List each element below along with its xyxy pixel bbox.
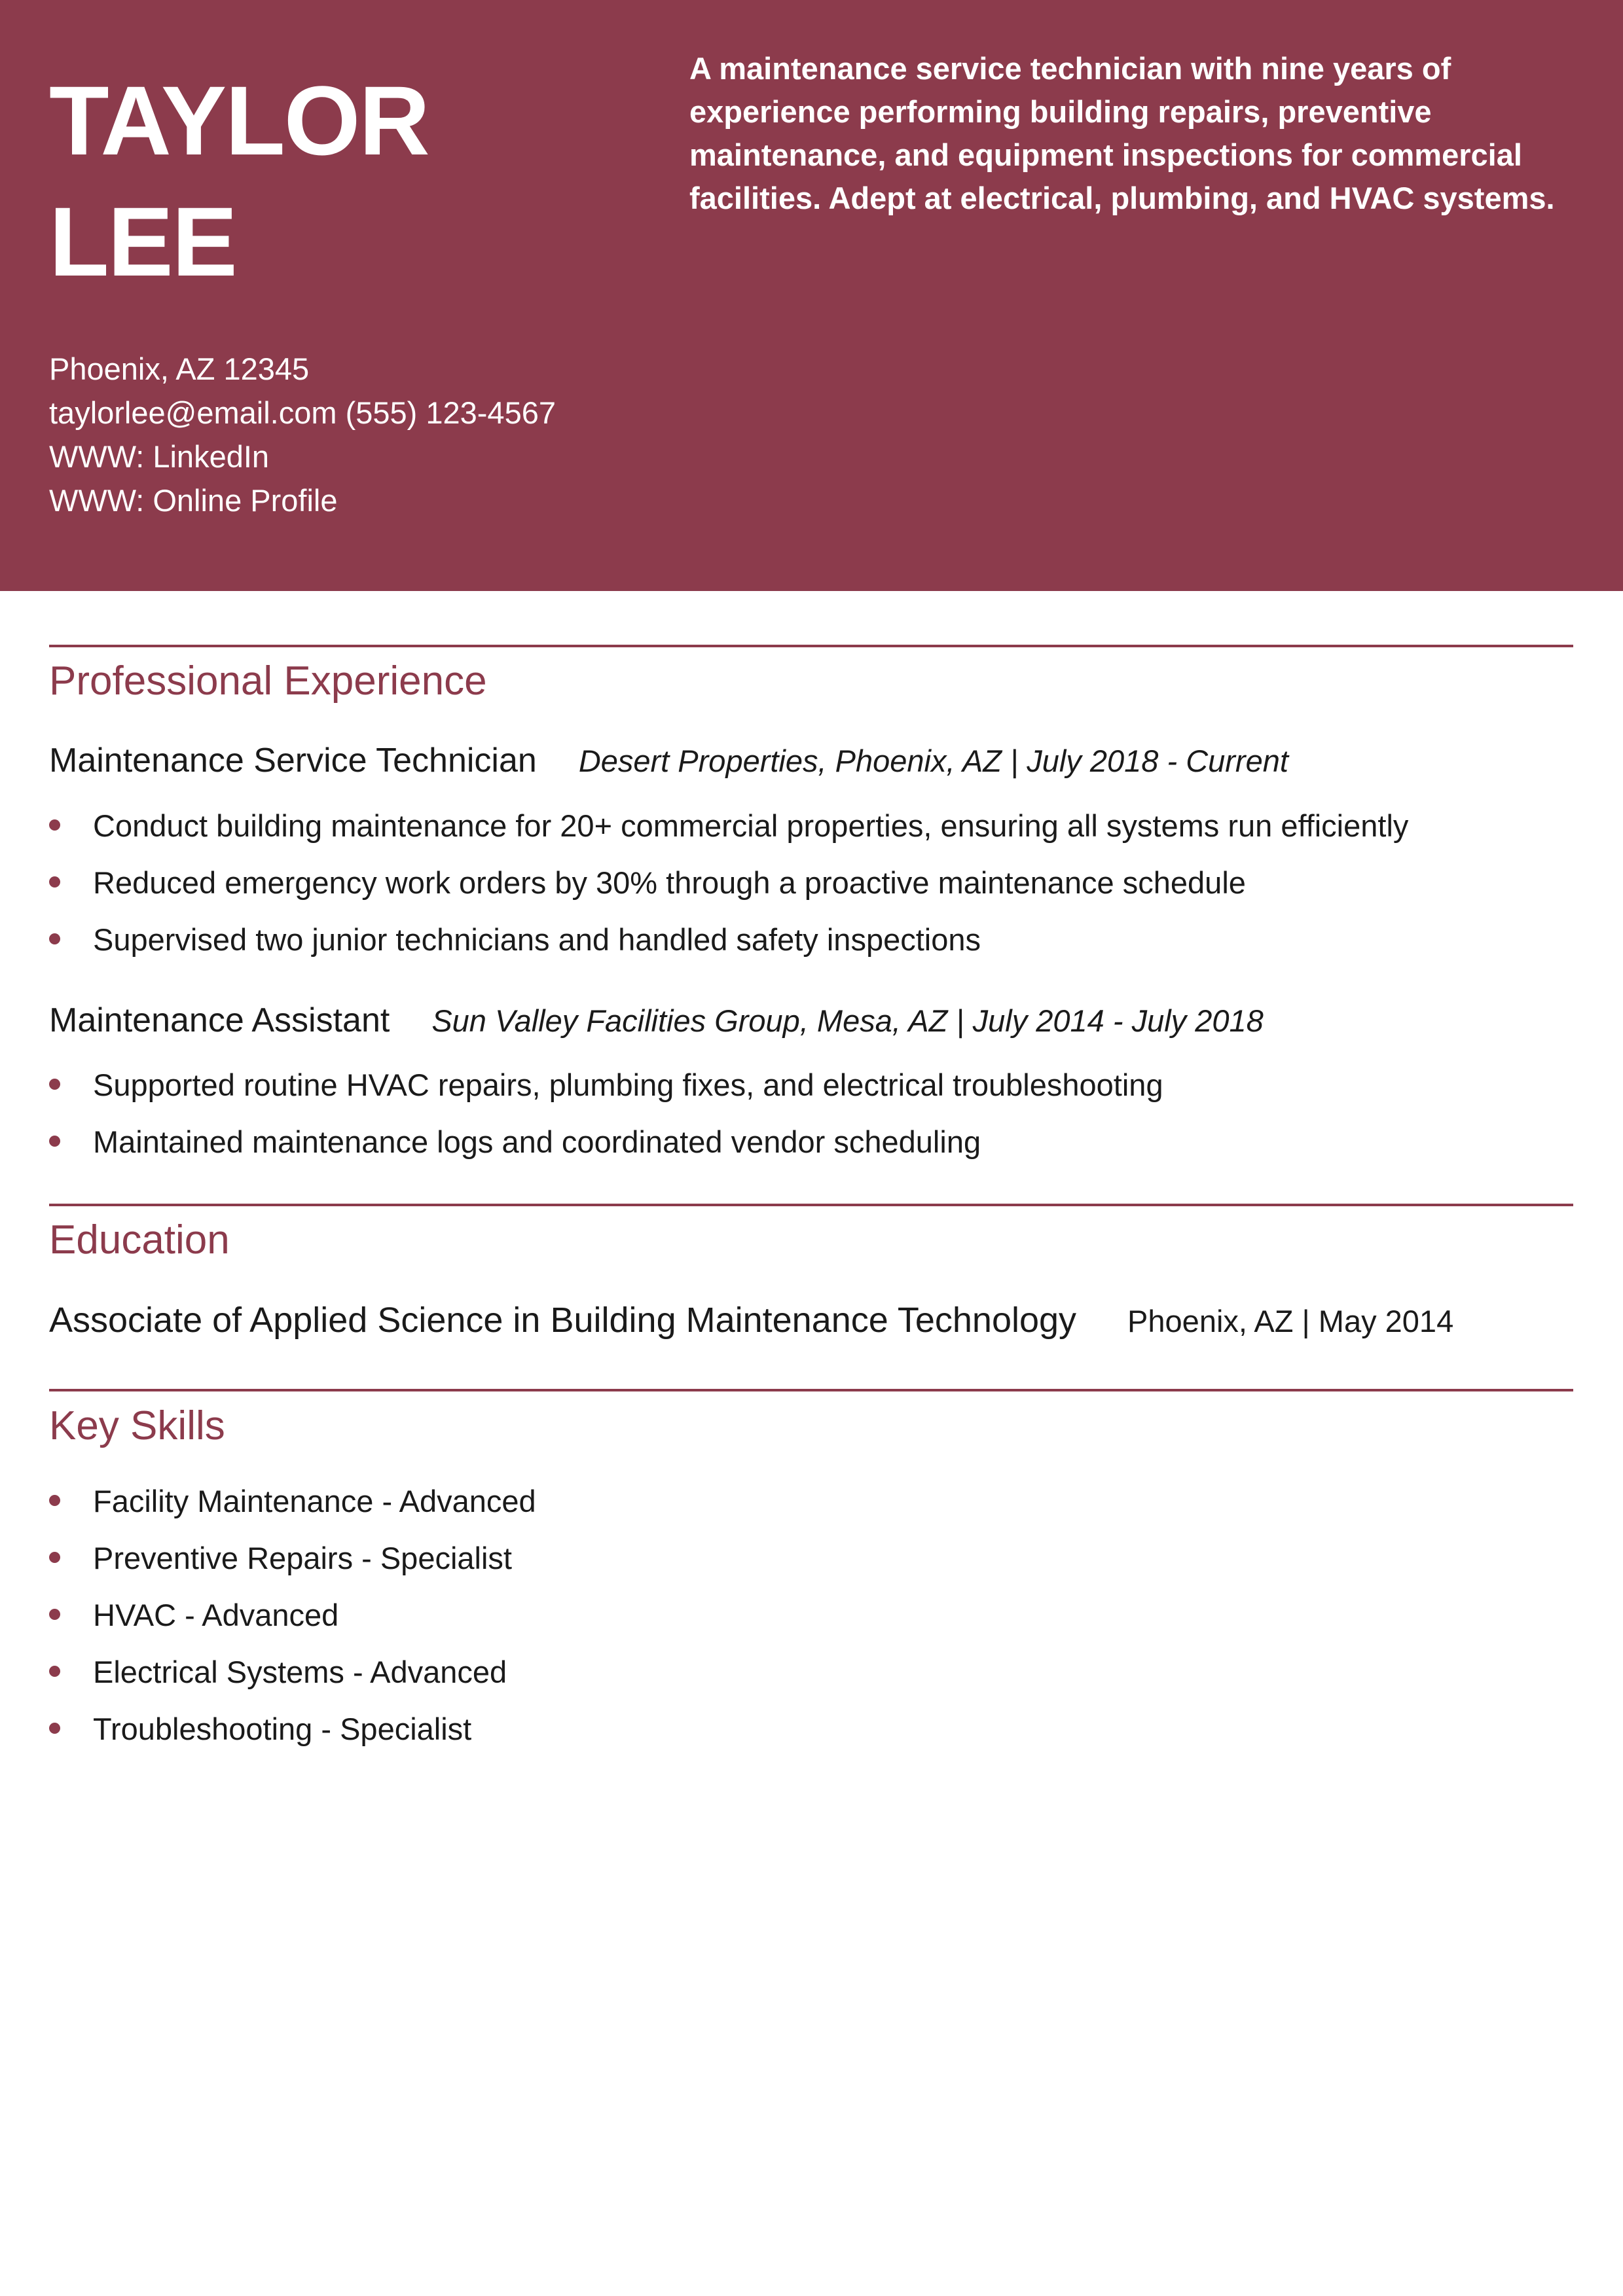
job-title: Maintenance Assistant [49,1001,390,1039]
bullet-dot-icon [49,819,60,831]
list-item: Facility Maintenance - Advanced [49,1473,536,1530]
list-item: Supervised two junior technicians and handled safety inspections [49,911,1408,968]
bullet-dot-icon [49,1136,60,1147]
bullet-dot-icon [49,933,60,944]
education-entry [49,1299,1453,1350]
bullet-dot-icon [49,876,60,888]
contact-block [49,347,556,522]
contact-location: Phoenix, AZ 12345 [49,351,310,386]
contact-email-phone[interactable]: taylorlee@email.com (555) 123-4567 [49,395,556,430]
bullet-dot-icon [49,1666,60,1677]
degree-title: Associate of Applied Science in Building Maintenance Technology [49,1300,1077,1340]
experience-heading: Professional Experience [49,658,487,704]
list-item: Reduced emergency work orders by 30% through a proactive maintenance schedule [49,854,1408,911]
last-name: LEE [49,187,236,296]
section-divider [49,1389,1573,1391]
bullet-dot-icon [49,1723,60,1734]
summary-text: A maintenance service technician with nine years of experience performing building repairs, preventive maintenance, and equipment inspections for commercial facilities. Adept at electrical, plumbing, and HVAC systems. [689,51,1555,215]
bullet-dot-icon [49,1495,60,1506]
contact-linkedin-link[interactable]: WWW: LinkedIn [49,439,270,474]
bullet-dot-icon [49,1609,60,1620]
list-item: Conduct building maintenance for 20+ commercial properties, ensuring all systems run efficiently [49,797,1408,854]
job-bullets [49,797,1408,968]
section-divider [49,1204,1573,1206]
first-name: TAYLOR [49,65,429,175]
candidate-name [49,60,429,302]
contact-profile-link[interactable]: WWW: Online Profile [49,483,338,518]
job-meta: Desert Properties, Phoenix, AZ | July 2018 - Current [578,744,1288,778]
bullet-dot-icon [49,1552,60,1563]
skills-list [49,1473,536,1757]
job-header [49,740,1288,790]
skills-heading: Key Skills [49,1403,225,1448]
education-heading: Education [49,1217,230,1263]
section-divider [49,645,1573,647]
job-bullets [49,1056,1163,1170]
list-item: Electrical Systems - Advanced [49,1643,536,1700]
job-meta: Sun Valley Facilities Group, Mesa, AZ | July 2014 - July 2018 [431,1003,1264,1038]
bullet-dot-icon [49,1079,60,1090]
list-item: Troubleshooting - Specialist [49,1700,536,1757]
job-header [49,999,1264,1050]
job-title: Maintenance Service Technician [49,742,537,780]
resume-header [0,0,1623,591]
list-item: Preventive Repairs - Specialist [49,1530,536,1587]
list-item: HVAC - Advanced [49,1587,536,1643]
list-item: Supported routine HVAC repairs, plumbing fixes, and electrical troubleshooting [49,1056,1163,1113]
list-item: Maintained maintenance logs and coordinated vendor scheduling [49,1113,1163,1170]
education-meta: Phoenix, AZ | May 2014 [1127,1304,1454,1338]
